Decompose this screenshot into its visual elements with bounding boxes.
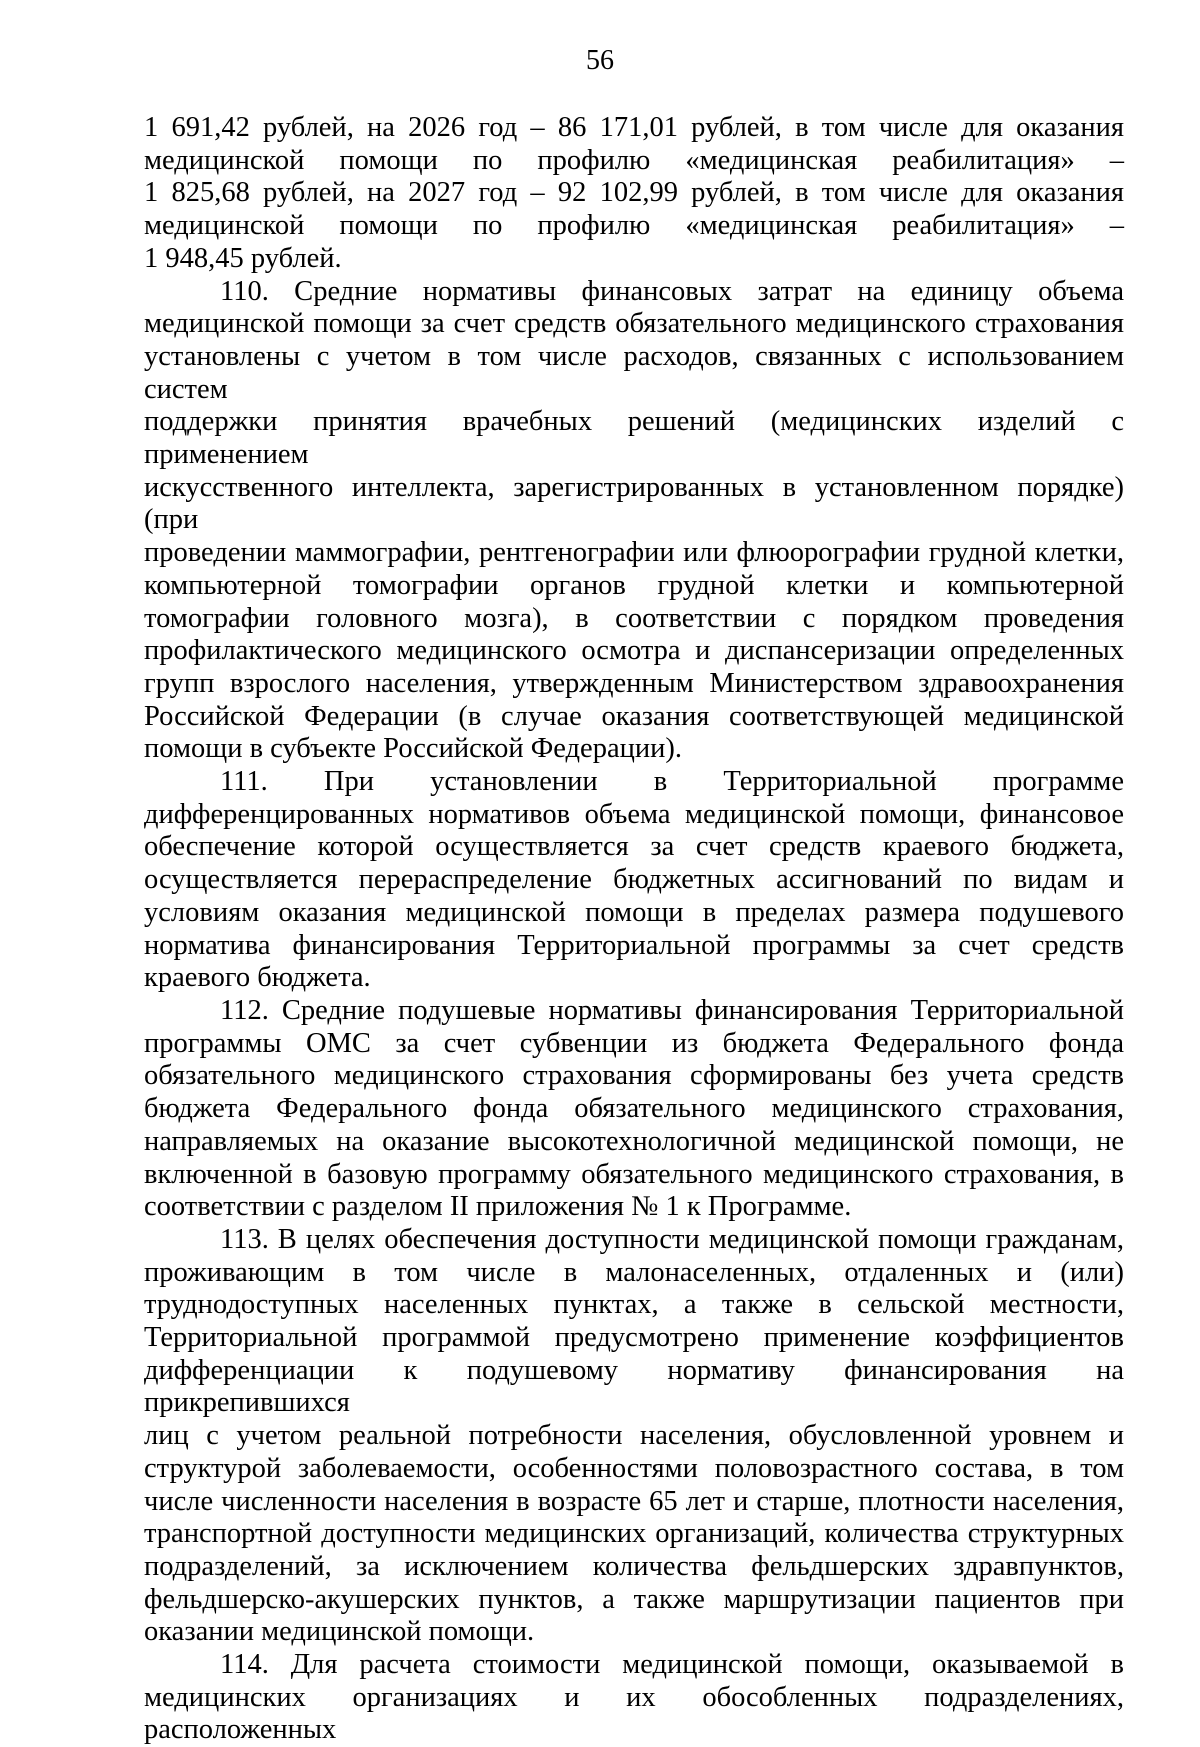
text-line: 1 825,68 рублей, на 2027 год – 92 102,99 рублей, в том числе для оказания	[144, 177, 1124, 209]
paragraph-113-line: лиц с учетом реальной потребности населения, обусловленной уровнем и	[144, 1420, 1124, 1452]
paragraph-110-line: 110. Средние нормативы финансовых затрат на единицу объема	[220, 275, 1124, 307]
paragraph-111-line: краевого бюджета.	[144, 962, 371, 994]
paragraph-110-line: компьютерной томографии органов грудной клетки и компьютерной	[144, 569, 1124, 601]
paragraph-111-line: условиям оказания медицинской помощи в пределах размера подушевого	[144, 896, 1124, 928]
paragraph-112-line: обязательного медицинского страхования сформированы без учета средств	[144, 1060, 1124, 1092]
paragraph-110-line: установлены с учетом в том числе расходов, связанных с использованием систем	[144, 340, 1124, 405]
text-line: медицинской помощи по профилю «медицинская реабилитация» –	[144, 144, 1124, 176]
paragraph-112-line: направляемых на оказание высокотехнологичной медицинской помощи, не	[144, 1125, 1124, 1157]
paragraph-113-line: фельдшерско-акушерских пунктов, а также маршрутизации пациентов при	[144, 1583, 1124, 1615]
paragraph-113-line: структурой заболеваемости, особенностями половозрастного состава, в том	[144, 1452, 1124, 1484]
paragraph-111-line: дифференцированных нормативов объема медицинской помощи, финансовое	[144, 798, 1124, 830]
body-text	[144, 112, 1124, 1747]
text-line: 1 948,45 рублей.	[144, 242, 342, 274]
text-line: 1 691,42 рублей, на 2026 год – 86 171,01 рублей, в том числе для оказания	[144, 112, 1124, 143]
paragraph-113-line: оказании медицинской помощи.	[144, 1616, 535, 1648]
paragraph-113-line: дифференциации к подушевому нормативу финансирования на прикрепившихся	[144, 1354, 1124, 1419]
paragraph-110-line: искусственного интеллекта, зарегистрированных в установленном порядке) (при	[144, 471, 1124, 536]
paragraph-110-line: профилактического медицинского осмотра и диспансеризации определенных	[144, 635, 1124, 667]
paragraph-114-line: медицинских организациях и их обособленных подразделениях, расположенных	[144, 1681, 1124, 1746]
paragraph-113-line: подразделений, за исключением количества фельдшерских здравпунктов,	[144, 1550, 1124, 1582]
paragraph-112-line: соответствии с разделом II приложения № 1 к Программе.	[144, 1191, 852, 1223]
paragraph-114-line: 114. Для расчета стоимости медицинской помощи, оказываемой в	[220, 1649, 1124, 1681]
paragraph-113-line: транспортной доступности медицинских организаций, количества структурных	[144, 1518, 1124, 1550]
paragraph-110-line: проведении маммографии, рентгенографии или флюорографии грудной клетки,	[144, 537, 1124, 569]
paragraph-110-line: поддержки принятия врачебных решений (медицинских изделий с применением	[144, 406, 1124, 471]
paragraph-112-line: 112. Средние подушевые нормативы финансирования Территориальной	[220, 994, 1124, 1026]
paragraph-113-line: Территориальной программой предусмотрено применение коэффициентов	[144, 1322, 1124, 1354]
paragraph-111-line: норматива финансирования Территориальной программы за счет средств	[144, 929, 1124, 961]
paragraph-113-line: труднодоступных населенных пунктах, а также в сельской местности,	[144, 1289, 1124, 1321]
paragraph-110-line: групп взрослого населения, утвержденным Министерством здравоохранения	[144, 667, 1124, 699]
paragraph-112-line: включенной в базовую программу обязательного медицинского страхования, в	[144, 1158, 1124, 1190]
text-line: медицинской помощи по профилю «медицинская реабилитация» –	[144, 210, 1124, 242]
paragraph-110-line: помощи в субъекте Российской Федерации).	[144, 733, 682, 765]
paragraph-110-line: томографии головного мозга), в соответствии с порядком проведения	[144, 602, 1124, 634]
paragraph-111-line: обеспечение которой осуществляется за счет средств краевого бюджета,	[144, 831, 1124, 863]
paragraph-113-line: числе численности населения в возрасте 65 лет и старше, плотности населения,	[144, 1485, 1124, 1517]
paragraph-113-line: 113. В целях обеспечения доступности медицинской помощи гражданам,	[220, 1223, 1124, 1255]
paragraph-111-line: осуществляется перераспределение бюджетных ассигнований по видам и	[144, 864, 1124, 896]
paragraph-112-line: бюджета Федерального фонда обязательного медицинского страхования,	[144, 1093, 1124, 1125]
page-number: 56	[586, 45, 614, 76]
paragraph-110-line: Российской Федерации (в случае оказания соответствующей медицинской	[144, 700, 1124, 732]
paragraph-111-line: 111. При установлении в Территориальной программе	[220, 766, 1124, 798]
paragraph-113-line: проживающим в том числе в малонаселенных, отдаленных и (или)	[144, 1256, 1124, 1288]
paragraph-112-line: программы ОМС за счет субвенции из бюджета Федерального фонда	[144, 1027, 1124, 1059]
paragraph-110-line: медицинской помощи за счет средств обязательного медицинского страхования	[144, 308, 1124, 340]
